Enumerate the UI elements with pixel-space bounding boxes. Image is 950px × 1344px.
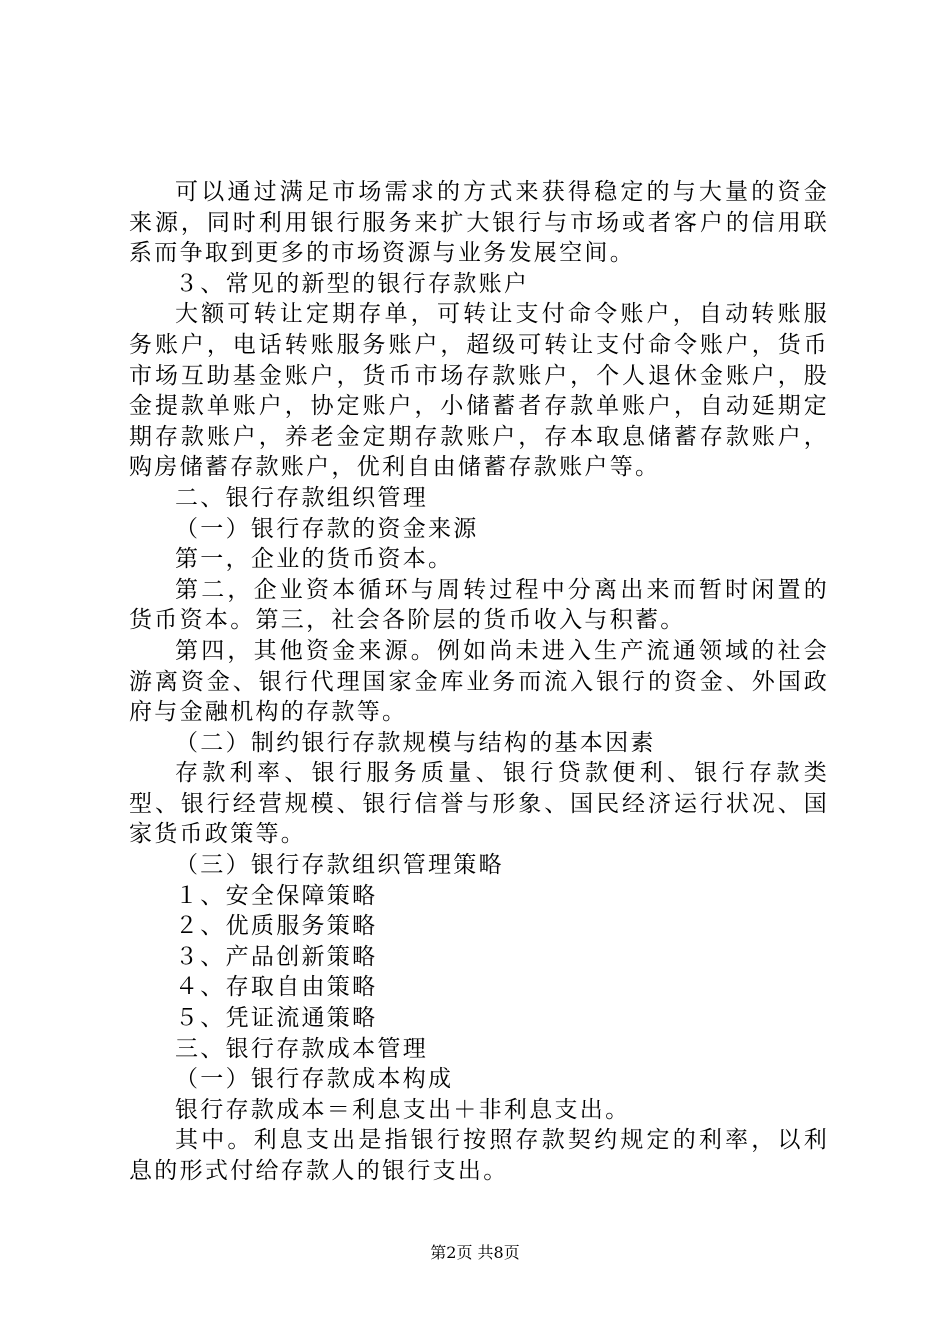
section-heading: 二、银行存款组织管理 <box>175 484 428 511</box>
list-item: ３、产品创新策略 <box>175 943 378 970</box>
page-footer <box>0 1243 950 1263</box>
list-item: ２、优质服务策略 <box>175 913 378 940</box>
document-body <box>129 177 829 1187</box>
paragraph: 第一，企业的货币资本。 <box>175 546 454 573</box>
paragraph: 第二，企业资本循环与周转过程中分离出来而暂时闲置的货币资本。第三，社会各阶层的货币收入与积蓄。 <box>129 576 829 634</box>
paragraph: ３、常见的新型的银行存款账户 <box>175 270 530 297</box>
subsection-heading: （三）银行存款组织管理策略 <box>175 852 504 879</box>
paragraph: 第四，其他资金来源。例如尚未进入生产流通领域的社会游离资金、银行代理国家金库业务而流入银行的资金、外国政府与金融机构的存款等。 <box>129 637 829 726</box>
paragraph: 银行存款成本＝利息支出＋非利息支出。 <box>175 1096 631 1123</box>
subsection-heading: （一）银行存款的资金来源 <box>175 515 479 542</box>
paragraph: 存款利率、银行服务质量、银行贷款便利、银行存款类型、银行经营规模、银行信誉与形象、国民经济运行状况、国家货币政策等。 <box>129 760 829 848</box>
subsection-heading: （一）银行存款成本构成 <box>175 1066 454 1093</box>
subsection-heading: （二）制约银行存款规模与结构的基本因素 <box>175 729 656 756</box>
paragraph: 其中。利息支出是指银行按照存款契约规定的利率，以利息的形式付给存款人的银行支出。 <box>129 1127 829 1184</box>
section-heading: 三、银行存款成本管理 <box>175 1035 428 1062</box>
list-item: ４、存取自由策略 <box>175 974 378 1001</box>
page-number-label: 第2页 共8页 <box>430 1243 520 1262</box>
list-item: ５、凭证流通策略 <box>175 1005 378 1032</box>
paragraph: 大额可转让定期存单，可转让支付命令账户，自动转账服务账户，电话转账服务账户，超级可转让支付命令账户，货币市场互助基金账户，货币市场存款账户，个人退休金账户，股金提款单账户，协定账户，小储蓄者存款单账户，自动延期定期存款账户，养老金定期存款账户，存本取息储蓄存款账户，购房储蓄存款账户，优利自由储蓄存款账户等。 <box>129 301 829 481</box>
paragraph: 可以通过满足市场需求的方式来获得稳定的与大量的资金来源，同时利用银行服务来扩大银行与市场或者客户的信用联系而争取到更多的市场资源与业务发展空间。 <box>129 179 829 267</box>
list-item: １、安全保障策略 <box>175 882 378 909</box>
